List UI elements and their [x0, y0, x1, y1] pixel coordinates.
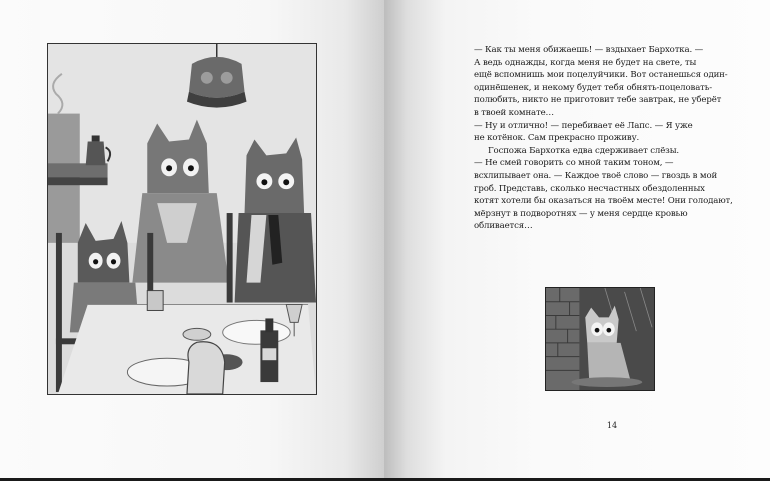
text-line: — Не смей говорить со мной таким тоном, —: [474, 158, 674, 169]
story-text: [474, 44, 749, 233]
text-line: гроб. Представь, сколько несчастных обездоленных: [474, 183, 705, 194]
text-line: — Ну и отлично! — перебивает её Лапс. — Я уже: [474, 120, 693, 131]
text-line: в твоей комнате…: [474, 107, 554, 118]
text-line: полюбить, никто не приготовит тебе завтрак, не уберёт: [474, 95, 722, 106]
text-line: всхлипывает она. — Каждое твоё слово — гвоздь в мой: [474, 170, 718, 181]
cat-family-dining-illustration: [47, 43, 317, 395]
text-line: ещё вспомнишь мои поцелуйчики. Вот останешься один-: [474, 70, 728, 81]
page-number: 14: [606, 421, 618, 430]
kitten-in-alley-illustration: [545, 287, 655, 391]
text-line: котят хотели бы оказаться на твоём месте! Они голодают,: [474, 196, 733, 207]
text-line: А ведь однажды, когда меня не будет на свете, ты: [474, 57, 697, 68]
text-line: мёрзнут в подворотнях — у меня сердце кровью: [474, 208, 688, 219]
text-line: не котёнок. Сам прекрасно проживу.: [474, 133, 640, 144]
left-page: [0, 0, 384, 478]
text-line: одинёшенек, и некому будет тебя обнять-поцеловать-: [474, 82, 713, 93]
text-line: Госпожа Бархотка едва сдерживает слёзы.: [488, 145, 679, 156]
text-line: — Как ты меня обижаешь! — вздыхает Бархотка. —: [474, 45, 704, 55]
text-line: обливается…: [474, 221, 533, 232]
